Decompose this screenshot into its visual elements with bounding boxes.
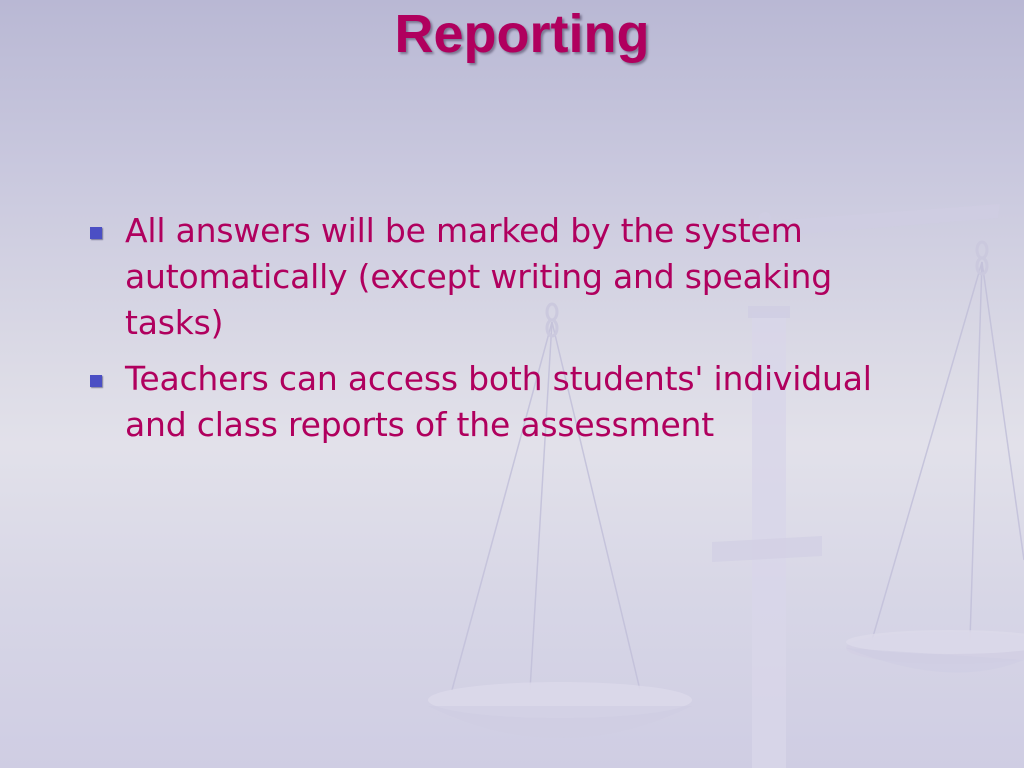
square-bullet-icon [90, 375, 102, 387]
bullet-item [88, 356, 938, 448]
square-bullet-icon [90, 227, 102, 239]
bullet-text: All answers will be marked by the system automatically (except writing and speaking tasks) [125, 211, 832, 342]
slide-title: Reporting [394, 4, 650, 64]
bullet-item [88, 208, 938, 346]
bullet-list [88, 208, 938, 458]
bullet-text: Teachers can access both students' individual and class reports of the assessment [125, 359, 872, 444]
